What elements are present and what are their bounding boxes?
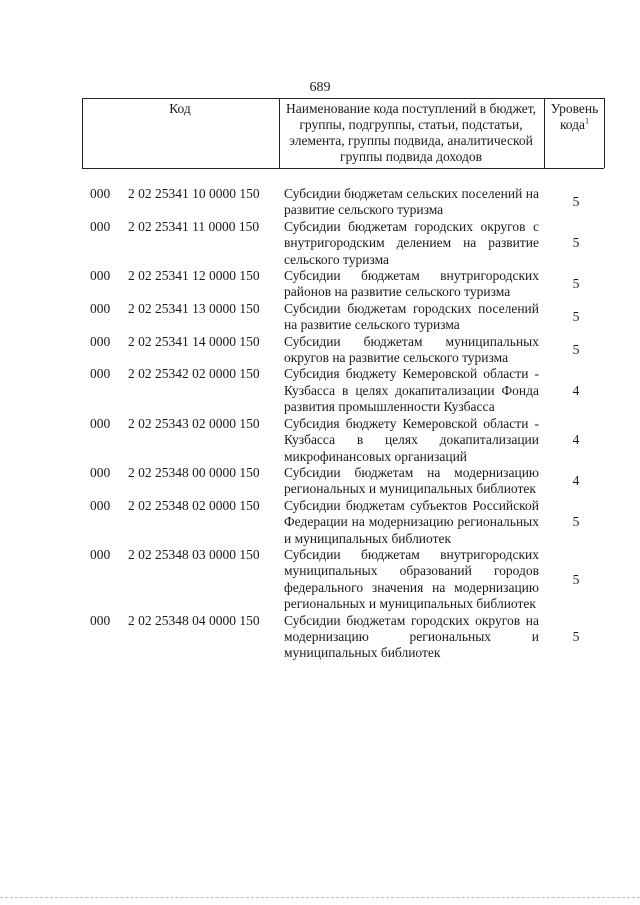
table-row: [0, 465, 640, 498]
row-revenue-name: Субсидия бюджету Кемеровской области - Кузбасса в целях докапитализации микрофинансовых организаций: [284, 415, 539, 464]
row-prefix-code: 000: [90, 300, 111, 316]
table-row: [0, 613, 640, 662]
column-header-code: Код: [169, 101, 191, 116]
row-revenue-code: 2 02 25341 10 0000 150: [128, 186, 260, 201]
row-prefix-code: 000: [90, 268, 111, 284]
row-prefix-code: 000: [90, 415, 111, 431]
scan-edge: [0, 897, 640, 898]
row-revenue-name: Субсидии бюджетам сельских поселений на развитие сельского туризма: [284, 186, 539, 218]
table-row: [0, 416, 640, 465]
row-revenue-name: Субсидии бюджетам городских округов с внутригородским делением на развитие сельского туризма: [284, 218, 539, 267]
table-row: [0, 219, 640, 268]
row-revenue-name: Субсидии бюджетам муниципальных округов на развитие сельского туризма: [284, 333, 539, 366]
row-code-level: 5: [572, 276, 580, 292]
row-code-level: 5: [572, 514, 580, 530]
header-divider-right: [604, 98, 605, 168]
row-revenue-code: 2 02 25348 00 0000 150: [128, 464, 260, 480]
row-revenue-name: Субсидии бюджетам внутригородских районов на развитие сельского туризма: [284, 268, 539, 300]
row-revenue-name: Субсидии бюджетам на модернизацию региональных и муниципальных библиотек: [284, 464, 539, 497]
header-top-rule: [82, 98, 604, 99]
table-row: [0, 366, 640, 415]
row-revenue-code: 2 02 25341 13 0000 150: [128, 300, 260, 316]
column-header-level-text: Уровень кода: [550, 101, 599, 132]
row-code-level: 4: [572, 432, 580, 448]
row-revenue-code: 2 02 25348 03 0000 150: [128, 546, 260, 562]
header-bottom-rule: [82, 168, 604, 169]
row-code-level: 5: [572, 194, 580, 210]
column-header-name: Наименование кода поступлений в бюджет, группы, подгруппы, статьи, подстатьи, элемента, группы подвида, аналитической группы подвида доходов: [285, 101, 536, 164]
row-revenue-name: Субсидии бюджетам городских поселений на развитие сельского туризма: [284, 300, 539, 333]
row-code-level: 5: [572, 342, 580, 358]
table-row: [0, 334, 640, 367]
row-prefix-code: 000: [90, 186, 111, 201]
row-revenue-name: Субсидии бюджетам городских округов на модернизацию региональных и муниципальных библиотек: [284, 612, 539, 661]
row-prefix-code: 000: [90, 333, 111, 349]
row-prefix-code: 000: [90, 218, 111, 234]
row-revenue-code: 2 02 25343 02 0000 150: [128, 415, 260, 431]
page-number: 689: [309, 80, 331, 95]
column-header-level: [545, 101, 604, 133]
row-code-level: 5: [572, 309, 580, 325]
table-row: [0, 301, 640, 334]
table-body: [0, 186, 640, 662]
row-code-level: 4: [572, 383, 580, 399]
row-prefix-code: 000: [90, 497, 111, 513]
row-revenue-name: Субсидии бюджетам субъектов Российской Федерации на модернизацию региональных и муниципальных библиотек: [284, 497, 539, 546]
row-code-level: 5: [572, 629, 580, 645]
row-prefix-code: 000: [90, 464, 111, 480]
row-code-level: 4: [572, 473, 580, 489]
row-prefix-code: 000: [90, 546, 111, 562]
row-code-level: 5: [572, 571, 580, 587]
table-row: [0, 268, 640, 301]
table-row: [0, 186, 640, 219]
row-revenue-code: 2 02 25342 02 0000 150: [128, 366, 260, 382]
row-prefix-code: 000: [90, 612, 111, 628]
row-revenue-code: 2 02 25341 12 0000 150: [128, 268, 260, 284]
row-code-level: 5: [572, 235, 580, 251]
level-footnote-mark: 1: [585, 116, 590, 126]
table-row: [0, 498, 640, 547]
row-revenue-code: 2 02 25348 04 0000 150: [128, 612, 260, 628]
row-revenue-code: 2 02 25341 11 0000 150: [128, 218, 260, 234]
row-revenue-code: 2 02 25341 14 0000 150: [128, 333, 260, 349]
row-revenue-name: Субсидии бюджетам внутригородских муниципальных образований городов федерального значения на модернизацию региональных и муниципальных библиотек: [284, 546, 539, 612]
table-row: [0, 547, 640, 613]
row-revenue-name: Субсидия бюджету Кемеровской области - Кузбасса в целях докапитализации Фонда развития промышленности Кузбасса: [284, 366, 539, 415]
row-revenue-code: 2 02 25348 02 0000 150: [128, 497, 260, 513]
row-prefix-code: 000: [90, 366, 111, 382]
